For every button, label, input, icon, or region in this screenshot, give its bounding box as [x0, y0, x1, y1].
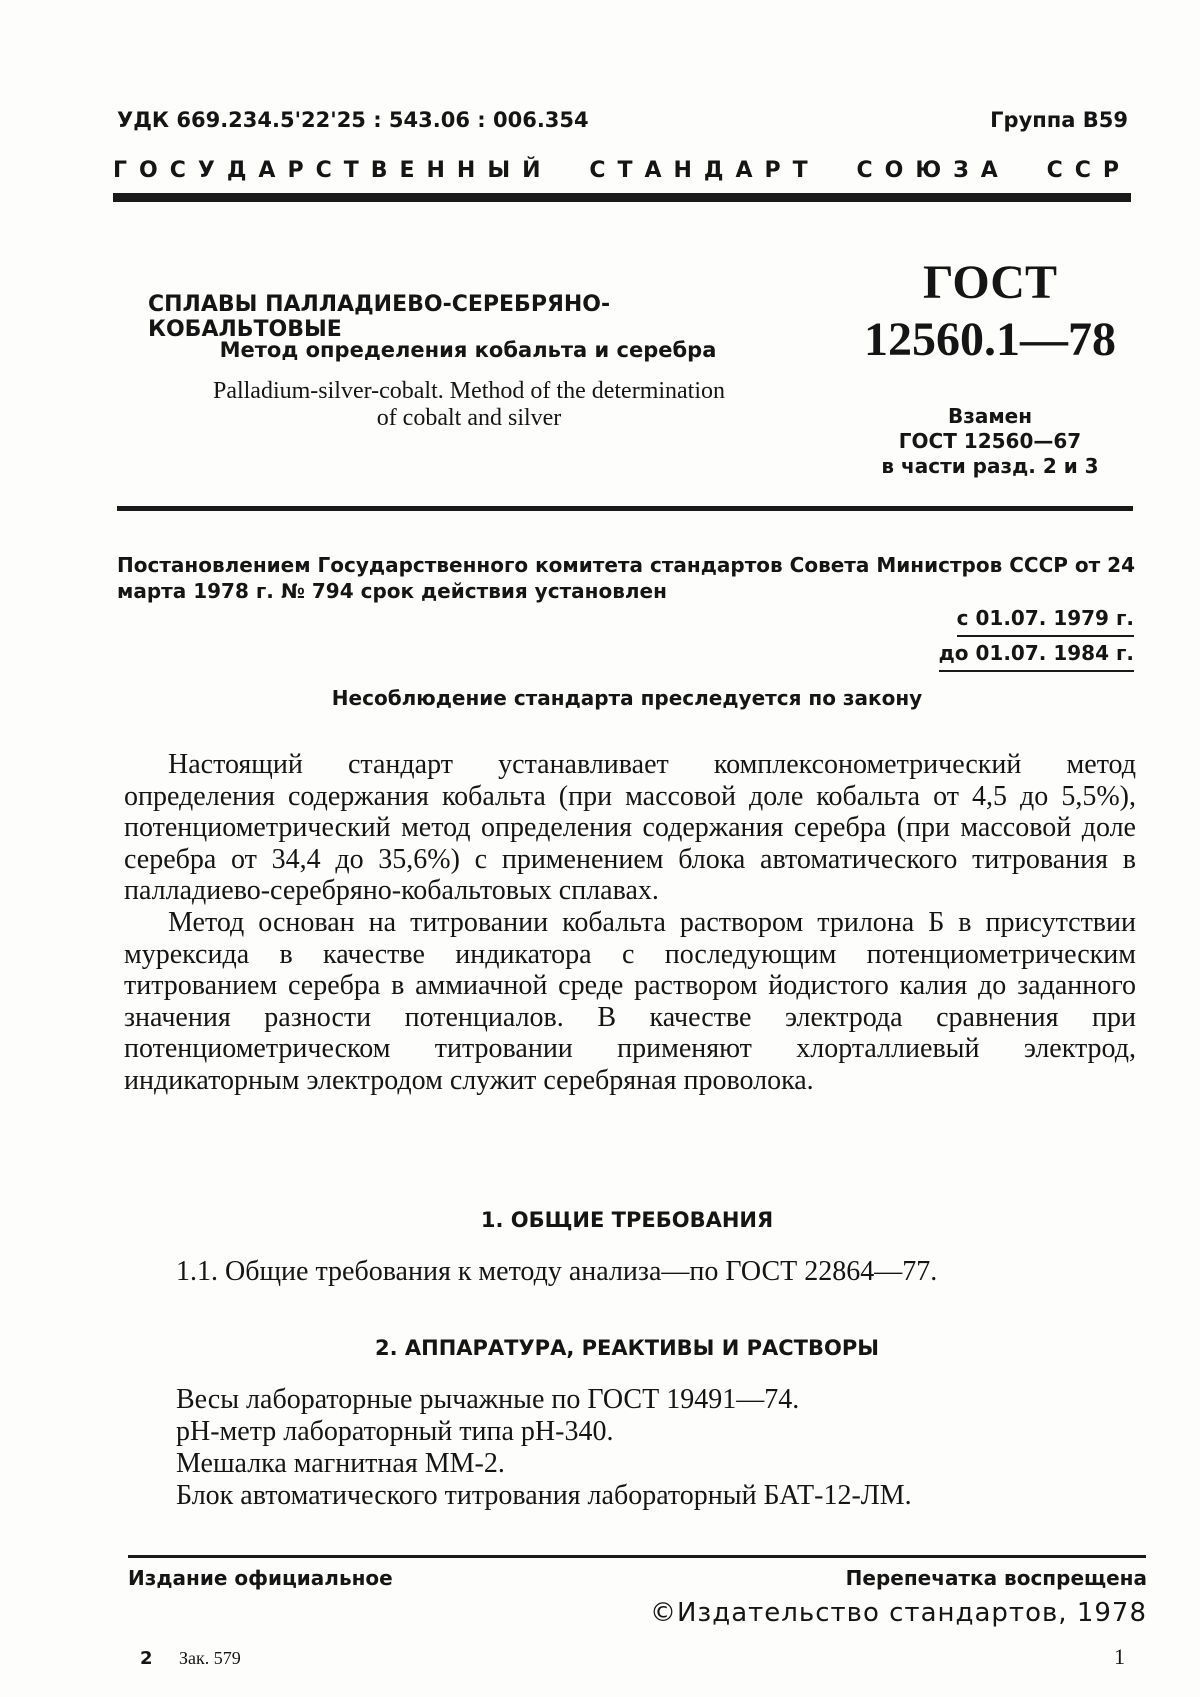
banner-word: ГОСУДАРСТВЕННЫЙ [113, 158, 553, 183]
equipment-item: Блок автоматического титрования лабораторный БАТ-12-ЛМ. [176, 1480, 912, 1511]
validity-dates [939, 602, 1134, 672]
banner-word: СОЮЗА [856, 158, 1010, 183]
equipment-item: Мешалка магнитная ММ-2. [176, 1448, 505, 1479]
gost-label: ГОСТ [923, 256, 1057, 309]
title-en [140, 378, 798, 432]
title-ru-main: СПЛАВЫ ПАЛЛАДИЕВО-СЕРЕБРЯНО-КОБАЛЬТОВЫЕ [148, 292, 611, 342]
decree-text: Постановлением Государственного комитета стандартов Совета Министров СССР от 24 марта 1978 г. № 794 срок действия установлен [117, 553, 1135, 603]
replaces-part: в части разд. 2 и 3 [881, 454, 1099, 478]
equipment-item: Весы лабораторные рычажные по ГОСТ 19491—74. [176, 1384, 800, 1415]
state-standard-banner [113, 158, 1131, 183]
equipment-item: рН-метр лабораторный типа рН-340. [176, 1416, 614, 1447]
gost-number: 12560.1—78 [864, 313, 1116, 366]
title-ru-sub: Метод определения кобальта и серебра [219, 338, 717, 362]
order-label: Зак. 579 [179, 1648, 241, 1668]
legal-notice: Несоблюдение стандарта преследуется по закону [331, 686, 923, 710]
edition-label: Издание официальное [128, 1566, 393, 1590]
section-heading: 1. ОБЩИЕ ТРЕБОВАНИЯ [480, 1208, 774, 1232]
banner-band [113, 193, 1131, 202]
replaces-block [840, 404, 1140, 479]
banner-word: ССР [1046, 158, 1131, 183]
equipment-list [176, 1384, 1146, 1512]
copyright: ©Издательство стандартов, 1978 [649, 1598, 1147, 1628]
replaces-gost: ГОСТ 12560—67 [898, 429, 1082, 453]
replaces-label: Взамен [947, 404, 1033, 428]
reprint-notice: Перепечатка воспрещена [845, 1566, 1147, 1590]
title-en-line: of cobalt and silver [376, 405, 562, 431]
order-number: 2 [140, 1648, 153, 1669]
title-en-line: Palladium-silver-cobalt. Method of the determination [212, 378, 726, 404]
divider [117, 506, 1133, 511]
intro-paragraph: Метод основан на титровании кобальта раствором трилона Б в присутствии мурексида в качестве индикатора с последующим потенциометрическим титрованием серебра в аммиачной среде раствором йодистого калия до заданного значения разности потенциалов. В качестве электрода сравнения при потенциометрическом титровании применяют хлорталлиевый электрод, индикаторным электродом служит серебряная проволока. [124, 906, 1136, 1096]
udk-code: УДК 669.234.5'22'25 : 543.06 : 006.354 [117, 108, 589, 132]
footer-divider [128, 1555, 1146, 1558]
page-number: 1 [1114, 1644, 1125, 1669]
section-item: 1.1. Общие требования к методу анализа—по ГОСТ 22864—77. [176, 1256, 938, 1287]
section-heading: 2. АППАРАТУРА, РЕАКТИВЫ И РАСТВОРЫ [374, 1336, 880, 1360]
date-to: до 01.07. 1984 г. [939, 637, 1134, 672]
date-from: с 01.07. 1979 г. [957, 602, 1134, 637]
order-info [140, 1648, 241, 1669]
intro-paragraph: Настоящий стандарт устанавливает комплексонометрический метод определения содержания кобальта (при массовой доле кобальта от 4,5 до 5,5%), потенциометрический метод определения содержания серебра (при массовой доле серебра от 34,4 до 35,6%) с применением блока автоматического титрования в палладиево-серебряно-кобальтовых сплавах. [124, 749, 1136, 907]
group-code: Группа В59 [990, 108, 1128, 132]
intro-text [124, 749, 1136, 1097]
banner-word: СТАНДАРТ [589, 158, 820, 183]
